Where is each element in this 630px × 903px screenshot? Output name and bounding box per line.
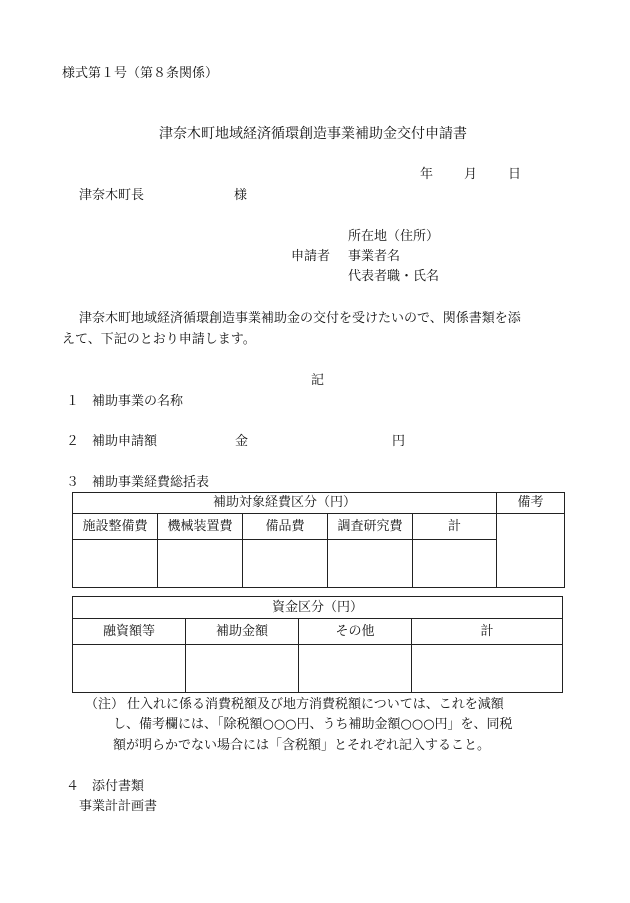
expense-col-equipment: 備品費 xyxy=(243,514,328,540)
expense-group-header: 補助対象経費区分（円） xyxy=(73,493,497,514)
funding-cell-total[interactable] xyxy=(412,645,563,693)
funding-group-header: 資金区分（円） xyxy=(73,597,563,619)
item-1-number: １ xyxy=(66,394,80,409)
expense-cell-research[interactable] xyxy=(328,540,413,588)
body-text-line-2: えて、下記のとおり申請します。 xyxy=(62,332,256,347)
item-3-label: 補助事業経費総括表 xyxy=(92,475,210,490)
item-3-number: ３ xyxy=(66,475,80,490)
item-2-kin: 金 xyxy=(235,434,249,449)
expense-cell-machinery[interactable] xyxy=(158,540,243,588)
expense-cell-facility[interactable] xyxy=(73,540,158,588)
funding-cell-subsidy[interactable] xyxy=(186,645,299,693)
item-2-number: ２ xyxy=(66,434,80,449)
body-text-line-1: 津奈木町地域経済循環創造事業補助金の交付を受けたいので、関係書類を添 xyxy=(79,311,521,326)
funding-table xyxy=(72,596,563,693)
date-month: 月 xyxy=(464,167,478,182)
addressee-name: 津奈木町長 xyxy=(79,188,145,203)
applicant-address-label: 所在地（住所） xyxy=(348,229,440,244)
remarks-cell[interactable] xyxy=(497,514,565,588)
expense-cell-total[interactable] xyxy=(413,540,497,588)
addressee-honorific: 様 xyxy=(234,188,248,203)
ki-heading: 記 xyxy=(311,373,325,388)
funding-col-subsidy: 補助金額 xyxy=(186,619,299,645)
note-label: （注） xyxy=(85,697,125,712)
note-line-1: 仕入れに係る消費税額及び地方消費税額については、これを減額 xyxy=(127,697,504,712)
attachment-item: 事業計計画書 xyxy=(79,799,158,814)
funding-col-loan: 融資額等 xyxy=(73,619,186,645)
funding-col-other: その他 xyxy=(299,619,412,645)
item-2-yen: 円 xyxy=(392,434,406,449)
item-4-label: 添付書類 xyxy=(92,779,145,794)
item-2-label: 補助申請額 xyxy=(92,434,158,449)
item-1-label: 補助事業の名称 xyxy=(92,394,184,409)
expense-table xyxy=(72,492,565,588)
expense-col-research: 調査研究費 xyxy=(328,514,413,540)
document-title: 津奈木町地域経済循環創造事業補助金交付申請書 xyxy=(159,126,467,142)
expense-cell-equipment[interactable] xyxy=(243,540,328,588)
expense-col-facility: 施設整備費 xyxy=(73,514,158,540)
date-year: 年 xyxy=(420,167,434,182)
applicant-representative-label: 代表者職・氏名 xyxy=(348,269,440,284)
date-day: 日 xyxy=(508,167,522,182)
remarks-header: 備考 xyxy=(497,493,565,514)
item-4-number: ４ xyxy=(66,779,80,794)
applicant-business-name-label: 事業者名 xyxy=(348,249,401,264)
funding-col-total: 計 xyxy=(412,619,563,645)
expense-col-total: 計 xyxy=(413,514,497,540)
note-line-3: 額が明らかでない場合には「含税額」とそれぞれ記入すること。 xyxy=(113,738,491,753)
expense-col-machinery: 機械装置費 xyxy=(158,514,243,540)
funding-cell-loan[interactable] xyxy=(73,645,186,693)
note-line-2: し、備考欄には、「除税額○○○円、うち補助金額○○○円」を、同税 xyxy=(113,717,513,732)
applicant-label: 申請者 xyxy=(291,249,331,264)
form-number: 様式第１号（第８条関係） xyxy=(62,66,219,81)
funding-cell-other[interactable] xyxy=(299,645,412,693)
